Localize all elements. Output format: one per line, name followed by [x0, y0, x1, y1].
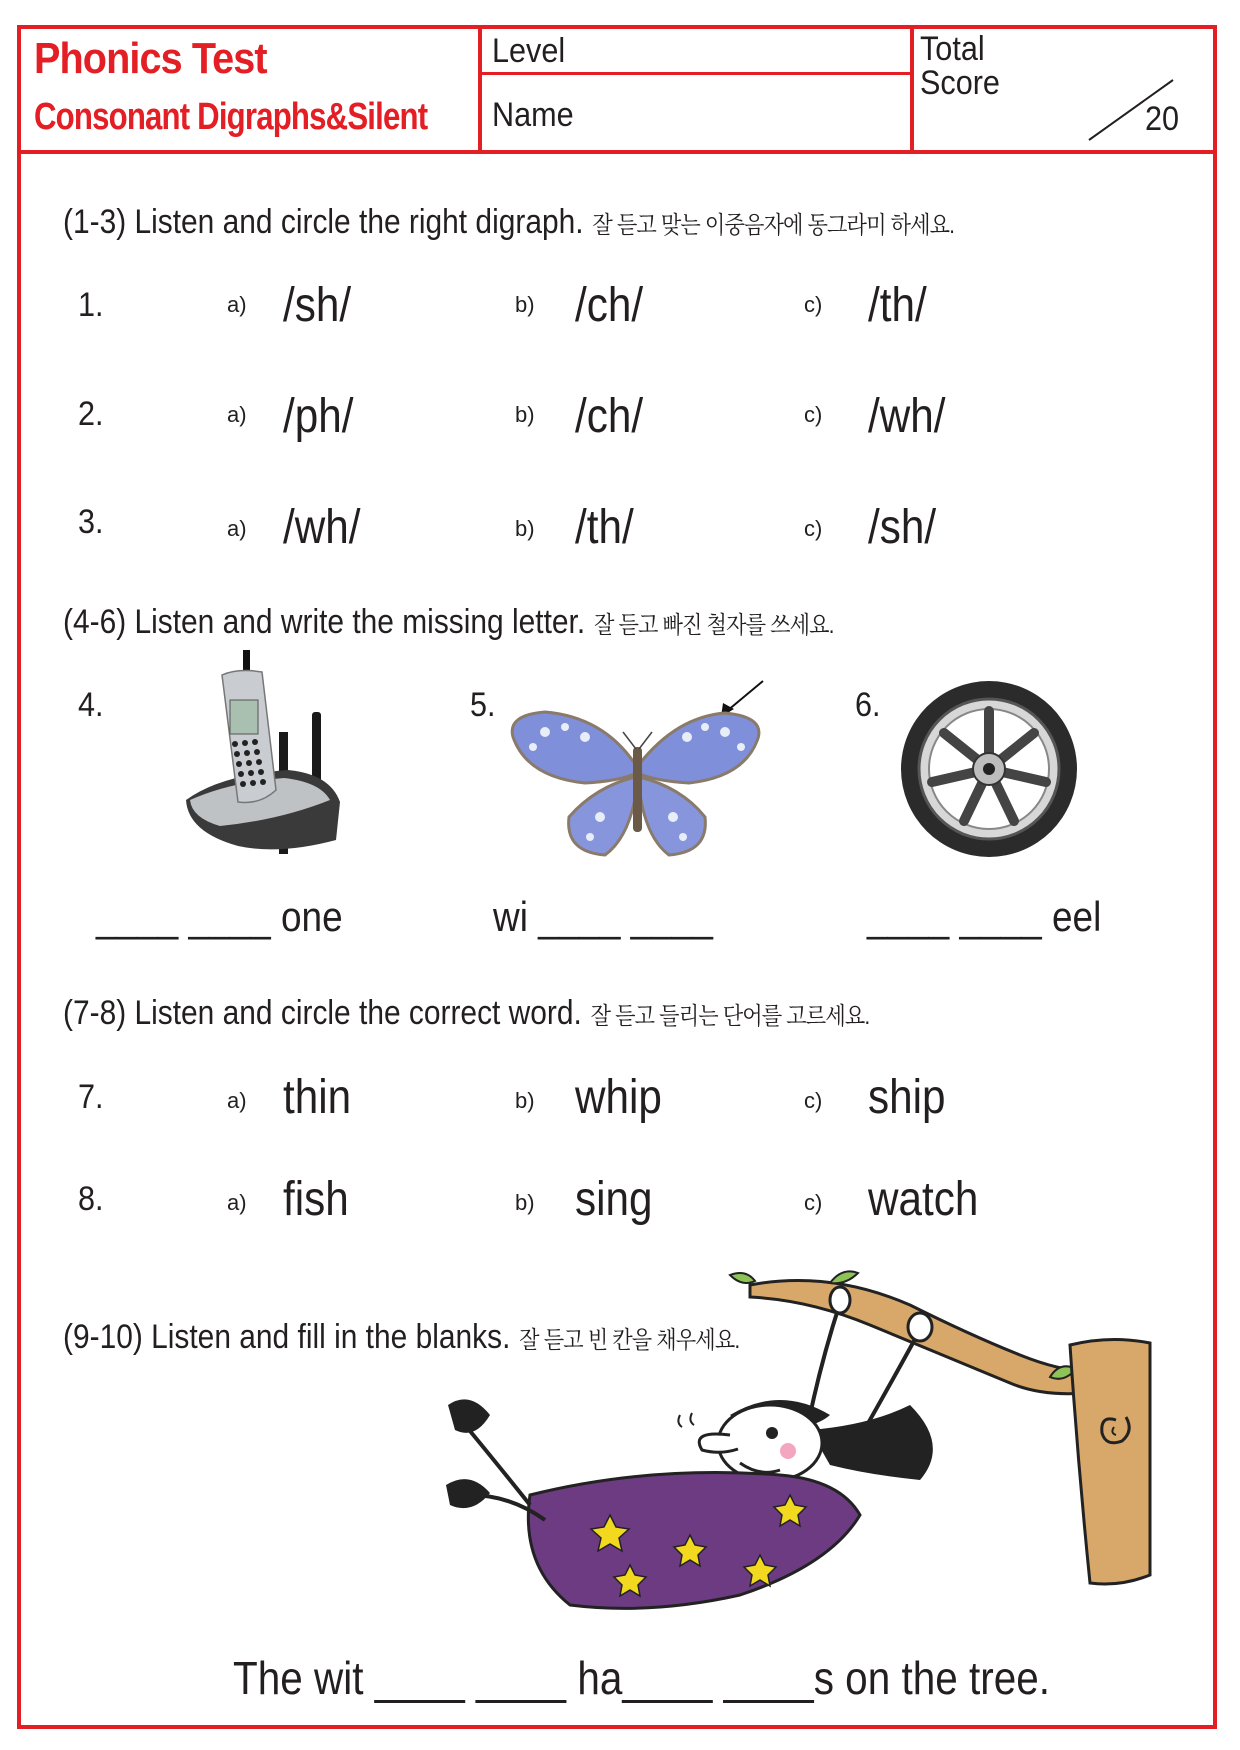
- q3-number: 3.: [78, 503, 104, 541]
- section3-instruction-ko: 잘 듣고 들리는 단어를 고르세요.: [590, 1003, 870, 1030]
- score-out-of[interactable]: 20: [1145, 100, 1180, 138]
- q3-option-a[interactable]: /wh/: [283, 501, 361, 554]
- q8-option-c[interactable]: watch: [868, 1173, 979, 1226]
- total-label-line2: Score: [920, 64, 1000, 102]
- section1-instruction: [63, 203, 954, 242]
- q3-c-label: c): [804, 516, 823, 541]
- header-divider: [17, 150, 1217, 154]
- q1-option-a[interactable]: /sh/: [283, 279, 352, 332]
- level-field[interactable]: Level: [492, 32, 566, 70]
- section4-instruction-ko: 잘 듣고 빈 칸을 채우세요.: [519, 1327, 740, 1354]
- q2-option-c[interactable]: /wh/: [868, 390, 946, 443]
- section2-instruction-ko: 잘 듣고 빠진 철자를 쓰세요.: [593, 612, 834, 639]
- q7-c-label: c): [804, 1088, 823, 1113]
- q5-number: 5.: [470, 686, 496, 724]
- q1-c-label: c): [804, 292, 823, 317]
- witch-picture: [450, 1265, 1190, 1625]
- wheel-picture: [898, 678, 1080, 860]
- test-subtitle: Consonant Digraphs&Silent: [34, 96, 428, 138]
- section3-instruction: [63, 994, 869, 1033]
- q8-a-label: a): [227, 1190, 247, 1215]
- q1-b-label: b): [515, 292, 535, 317]
- header-divider-mid: [482, 72, 910, 75]
- q8-option-b[interactable]: sing: [575, 1173, 653, 1226]
- q2-option-a[interactable]: /ph/: [283, 390, 354, 443]
- q8-option-a[interactable]: fish: [283, 1173, 349, 1226]
- total-label-line1: Total: [920, 30, 985, 68]
- q2-number: 2.: [78, 395, 104, 433]
- section3-instruction-en: (7-8) Listen and circle the correct word.: [63, 994, 582, 1032]
- q2-b-label: b): [515, 402, 535, 427]
- q4-number: 4.: [78, 686, 104, 724]
- q3-option-c[interactable]: /sh/: [868, 501, 937, 554]
- q1-a-label: a): [227, 292, 247, 317]
- q8-b-label: b): [515, 1190, 535, 1215]
- q7-b-label: b): [515, 1088, 535, 1113]
- test-title: Phonics Test: [34, 34, 267, 83]
- q5-blank-word[interactable]: wi ____ ____: [493, 893, 713, 940]
- q1-option-b[interactable]: /ch/: [575, 279, 644, 332]
- q3-b-label: b): [515, 516, 535, 541]
- header-divider-left: [478, 25, 482, 154]
- name-field[interactable]: Name: [492, 96, 574, 134]
- q6-number: 6.: [855, 686, 881, 724]
- q2-a-label: a): [227, 402, 247, 427]
- section2-instruction-en: (4-6) Listen and write the missing letter.: [63, 603, 586, 641]
- q7-a-label: a): [227, 1088, 247, 1113]
- q3-a-label: a): [227, 516, 247, 541]
- q2-c-label: c): [804, 402, 823, 427]
- q3-option-b[interactable]: /th/: [575, 501, 634, 554]
- q7-number: 7.: [78, 1078, 104, 1116]
- q9-10-sentence[interactable]: The wit ____ ____ ha____ ____s on the tree.: [233, 1652, 1050, 1704]
- q7-option-c[interactable]: ship: [868, 1071, 946, 1124]
- q6-blank-word[interactable]: ____ ____ eel: [867, 893, 1102, 940]
- butterfly-picture: [505, 677, 773, 862]
- q2-option-b[interactable]: /ch/: [575, 390, 644, 443]
- q1-option-c[interactable]: /th/: [868, 279, 927, 332]
- section1-instruction-ko: 잘 듣고 맞는 이중음자에 동그라미 하세요.: [592, 212, 955, 239]
- header-divider-right: [910, 25, 914, 154]
- q8-c-label: c): [804, 1190, 823, 1215]
- section1-instruction-en: (1-3) Listen and circle the right digraph.: [63, 203, 584, 241]
- q8-number: 8.: [78, 1180, 104, 1218]
- q7-option-a[interactable]: thin: [283, 1071, 352, 1124]
- q1-number: 1.: [78, 286, 104, 324]
- total-score-label: [920, 32, 1000, 100]
- section2-instruction: [63, 603, 834, 642]
- q4-blank-word[interactable]: ____ ____ one: [96, 893, 343, 940]
- section4-instruction-en: (9-10) Listen and fill in the blanks.: [63, 1318, 511, 1356]
- cordless-phone-picture: [180, 650, 350, 855]
- q7-option-b[interactable]: whip: [575, 1071, 662, 1124]
